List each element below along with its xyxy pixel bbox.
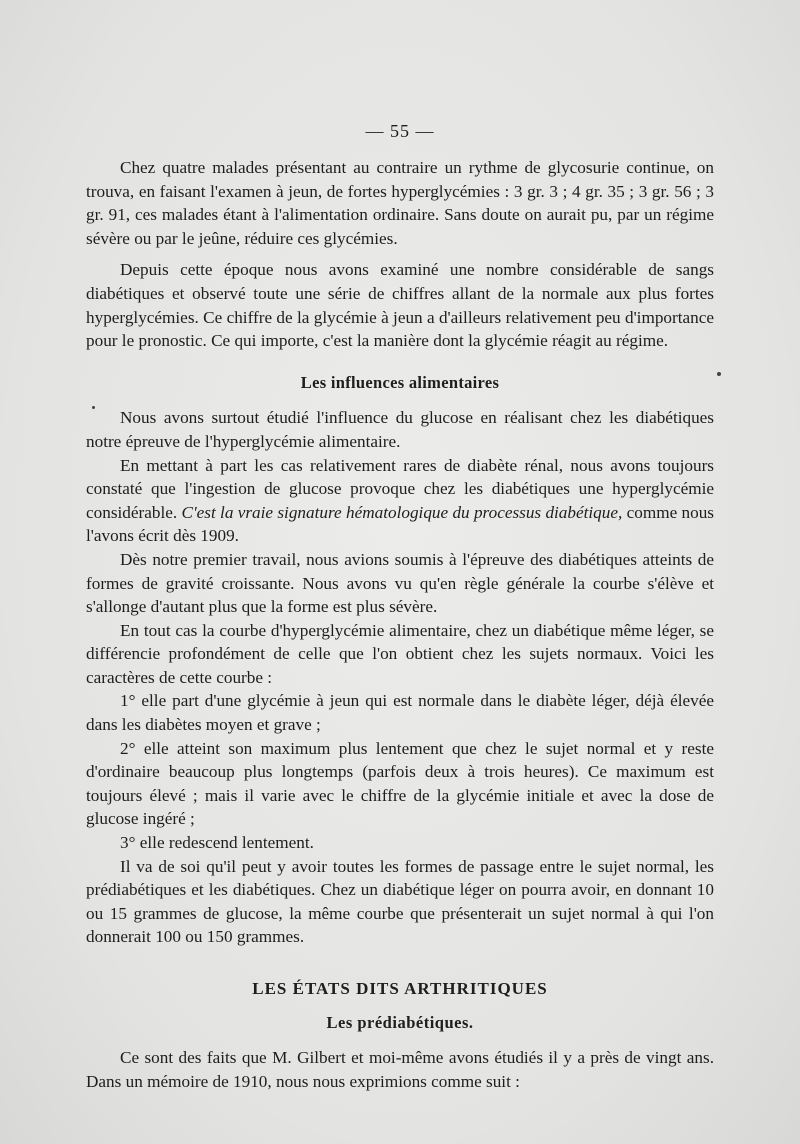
major-heading: LES ÉTATS DITS ARTHRITIQUES	[252, 979, 548, 998]
list-item: 1° elle part d'une glycémie à jeun qui est normale dans le diabète léger, déjà élevée dans les diabètes moyen et grave ;	[86, 691, 714, 735]
paragraph: Il va de soi qu'il peut y avoir toutes les formes de passage entre le sujet normal, les prédiabétiques et les diabétiques. Chez un diabétique léger on pourra avoir, en donnant 10 ou 15 grammes de glucose, la même courbe que présenterait un sujet normal à qui l'on donnerait 100 ou 150 grammes.	[86, 856, 714, 947]
paragraph	[86, 454, 714, 548]
paragraph: En tout cas la courbe d'hyperglycémie alimentaire, chez un diabétique même léger, se différencie profondément de celle que l'on obtient chez les sujets normaux. Voici les caractères de cette courbe :	[86, 620, 714, 687]
page-number: — 55 —	[365, 121, 435, 141]
paragraph: Depuis cette époque nous avons examiné une nombre considérable de sangs diabétiques et observé toute une série de chiffres allant de la normale aux plus fortes hyperglycémies. Ce chiffre de la glycémie à jeun a d'ailleurs relativement peu d'importance pour le pronostic. Ce qui importe, c'est la manière dont la glycémie réagit au régime.	[86, 260, 714, 351]
paragraph: Nous avons surtout étudié l'influence du glucose en réalisant chez les diabétiques notre épreuve de l'hyperglycémie alimentaire.	[86, 408, 714, 451]
italic-quote: C'est la vraie signature hématologique du processus diabétique,	[181, 502, 623, 522]
ink-speck	[717, 372, 721, 376]
paragraph: Chez quatre malades présentant au contraire un rythme de glycosurie continue, on trouva, en faisant l'examen à jeun, de fortes hyperglycémies : 3 gr. 3 ; 4 gr. 35 ; 3 gr. 56 ; 3 gr. 91, ces malades étant à l'alimentation ordinaire. Sans doute on aurait pu, par un régime sévère ou par le jeûne, réduire ces glycémies.	[86, 158, 714, 248]
list-item: 2° elle atteint son maximum plus lentement que chez le sujet normal et y reste d'ordinaire beaucoup plus longtemps (parfois deux à trois heures). Ce maximum est toujours élevé ; mais il varie avec le chiffre de la glycémie initiale et avec la dose de glucose ingéré ;	[86, 738, 714, 829]
page-body	[86, 156, 714, 1093]
sub-heading: Les prédiabétiques.	[326, 1012, 474, 1032]
section-heading: Les influences alimentaires	[300, 372, 500, 392]
ink-speck	[92, 406, 95, 409]
paragraph: Ce sont des faits que M. Gilbert et moi-même avons étudiés il y a près de vingt ans. Dans un mémoire de 1910, nous nous exprimions comme suit :	[86, 1048, 714, 1091]
paragraph-text: En mettant à part les cas relativement rares de diabète rénal, nous avons toujours constaté que l'ingestion de glucose provoque chez les diabétiques une hyperglycémie considérable.	[86, 455, 714, 522]
list-item: 3° elle redescend lentement.	[120, 833, 314, 853]
paragraph-text: comme nous l'avons écrit dès 1909.	[86, 502, 714, 546]
paragraph: Dès notre premier travail, nous avions soumis à l'épreuve des diabétiques atteints de formes de gravité croissante. Nous avons vu qu'en règle générale la courbe s'élève et s'allonge d'autant plus que la forme est plus sévère.	[86, 549, 714, 617]
